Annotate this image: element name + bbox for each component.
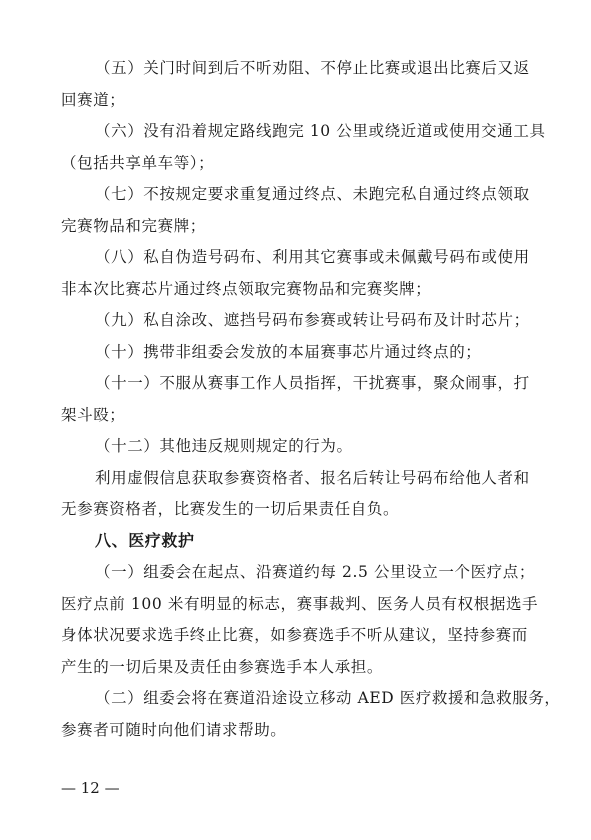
text-line: （包括共享单车等）； (61, 153, 215, 172)
text-line: （二）组委会将在赛道沿途设立移动 AED 医疗救援和急救服务， (95, 689, 561, 707)
text-line: （八）私自伪造号码布、利用其它赛事或未佩戴号码布或使用 (95, 248, 530, 266)
text-line: （七）不按规定要求重复通过终点、未跑完私自通过终点领取 (95, 185, 530, 203)
text-line: （十一）不服从赛事工作人员指挥，干扰赛事，聚众闹事，打 (95, 374, 530, 392)
text-line: 参赛者可随时向他们请求帮助。 (61, 720, 287, 739)
text-line: 架斗殴； (61, 405, 126, 424)
text-line: 完赛物品和完赛牌； (61, 216, 206, 235)
page-number: — 12 — (61, 779, 120, 797)
text-line: （六）没有沿着规定路线跑完 10 公里或绕近道或使用交通工具 (95, 122, 546, 140)
text-line: 医疗点前 100 米有明显的标志，赛事裁判、医务人员有权根据选手 (61, 594, 539, 613)
text-line: （十二）其他违反规则规定的行为。 (95, 437, 353, 455)
section-heading: 八、医疗救护 (95, 530, 195, 550)
text-line: 非本次比赛芯片通过终点领取完赛物品和完赛奖牌； (61, 279, 432, 298)
text-line: 无参赛资格者，比赛发生的一切后果责任自负。 (61, 500, 400, 518)
text-line: （十）携带非组委会发放的本届赛事芯片通过终点的； (95, 342, 482, 361)
text-line: 回赛道； (61, 90, 126, 109)
text-line: （一）组委会在起点、沿赛道约每 2.5 公里设立一个医疗点； (95, 563, 536, 581)
text-line: （九）私自涂改、遮挡号码布参赛或转让号码布及计时芯片； (95, 311, 530, 329)
text-line: 利用虚假信息获取参赛资格者、报名后转让号码布给他人者和 (95, 468, 530, 487)
text-line: （五）关门时间到后不听劝阻、不停止比赛或退出比赛后又返 (95, 59, 530, 77)
text-line: 身体状况要求选手终止比赛，如参赛选手不听从建议，坚持参赛而 (61, 626, 528, 644)
text-line: 产生的一切后果及责任由参赛选手本人承担。 (61, 657, 384, 676)
